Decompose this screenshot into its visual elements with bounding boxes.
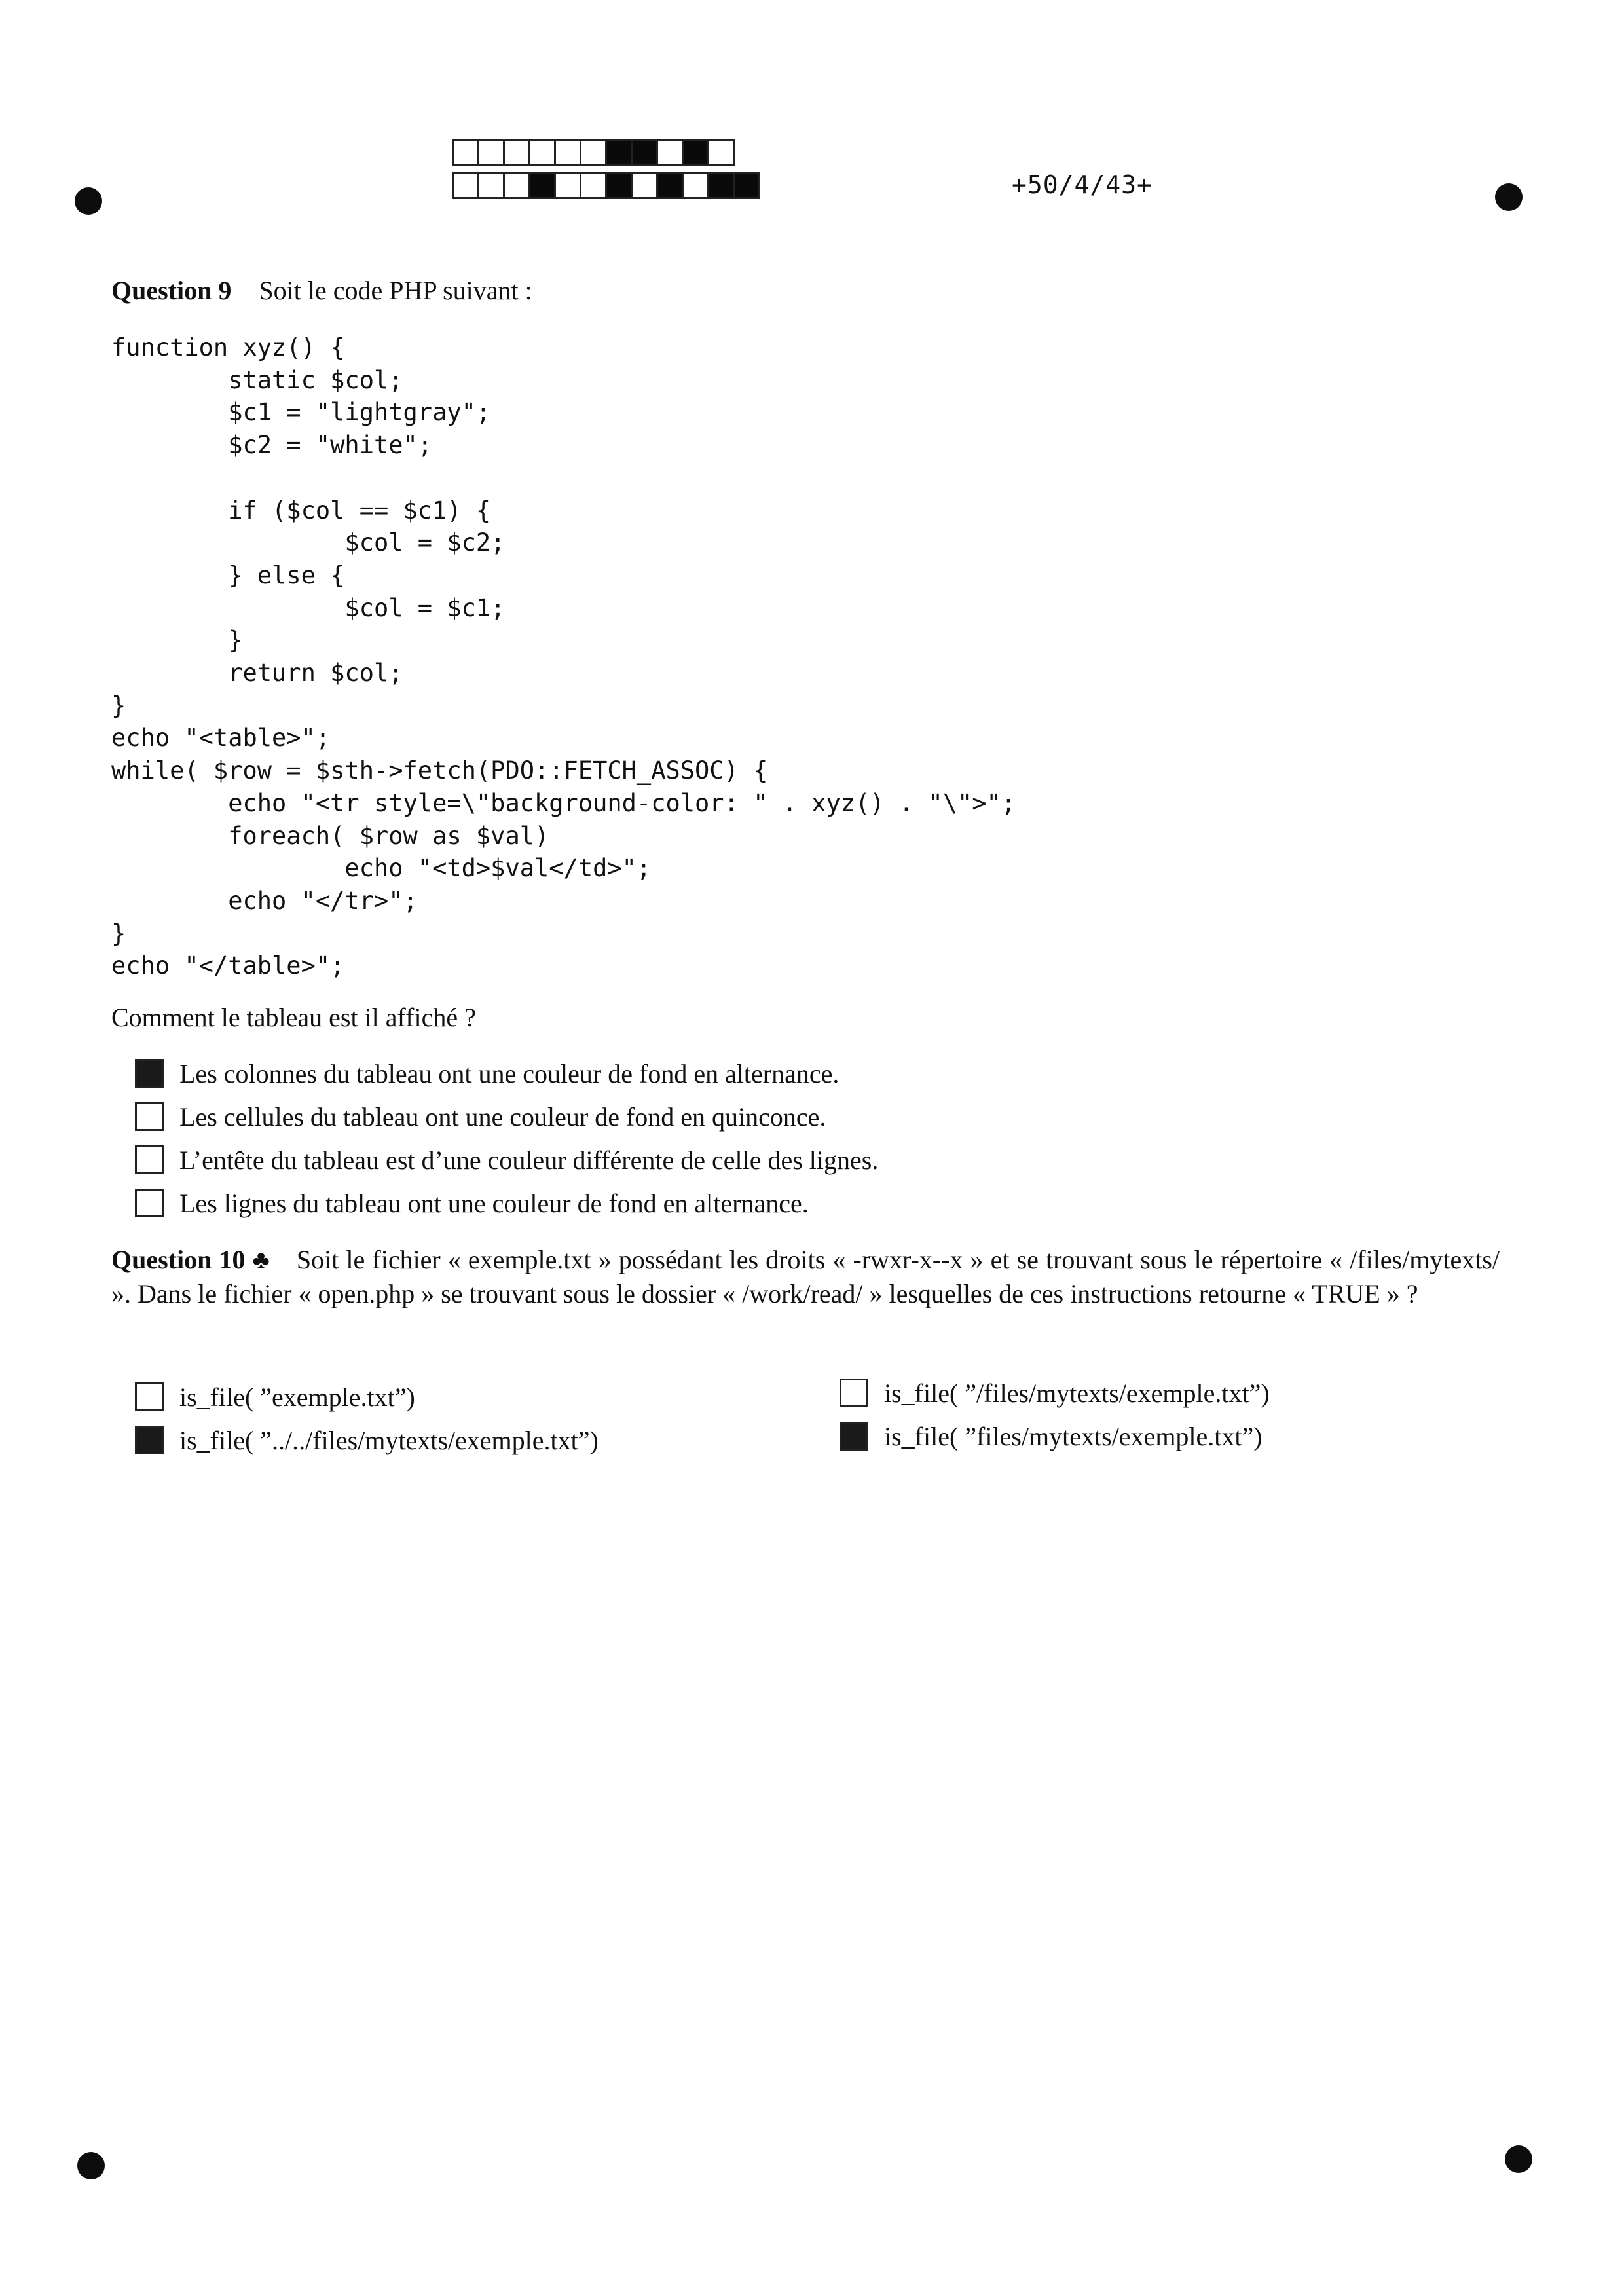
question-10-answers-left: [135, 1375, 599, 1462]
barcode-cell: [605, 139, 633, 166]
answer-option[interactable]: [840, 1371, 1270, 1415]
barcode-cell: [477, 172, 505, 199]
barcode-cell: [605, 172, 633, 199]
barcode-row-2: [452, 172, 758, 196]
answer-label: is_file( ”exemple.txt”): [179, 1382, 415, 1412]
barcode-cell: [503, 172, 530, 199]
barcode-cell: [452, 139, 479, 166]
barcode-cell: [554, 172, 581, 199]
barcode-cell: [477, 139, 505, 166]
corner-registration-mark-top-right: [1495, 183, 1522, 211]
barcode-cell: [528, 172, 556, 199]
question-9-label: Question 9: [111, 276, 232, 305]
barcode-row-1: [452, 139, 733, 164]
answer-checkbox[interactable]: [135, 1102, 164, 1131]
answer-label: L’entête du tableau est d’une couleur différente de celle des lignes.: [179, 1145, 879, 1175]
corner-registration-mark-bottom-right: [1505, 2145, 1532, 2173]
answer-option[interactable]: [840, 1415, 1270, 1458]
barcode-cell: [580, 139, 607, 166]
page-id-code: +50/4/43+: [1012, 170, 1153, 199]
question-9-header: [111, 275, 532, 306]
question-10-statement: Soit le fichier « exemple.txt » possédant les droits « -rwxr-x--x » et se trouvant sous le répertoire « /files/mytexts/ ». Dans le fichier « open.php » se trouvant sous le dossier « /work/read/ » lesquelles de ces instructions retourne « TRUE » ?: [111, 1245, 1500, 1308]
answer-checkbox[interactable]: [135, 1382, 164, 1411]
barcode-cell: [682, 172, 709, 199]
barcode-cell: [682, 139, 709, 166]
corner-registration-mark-top-left: [75, 187, 102, 215]
answer-option[interactable]: [135, 1418, 599, 1462]
barcode-cell: [631, 139, 658, 166]
answer-label: Les cellules du tableau ont une couleur de fond en quinconce.: [179, 1102, 826, 1132]
question-10-answers-right: [840, 1371, 1270, 1458]
answer-label: Les lignes du tableau ont une couleur de fond en alternance.: [179, 1188, 809, 1218]
barcode-cell: [554, 139, 581, 166]
barcode-cell: [656, 139, 684, 166]
question-9-answers: [135, 1052, 878, 1225]
answer-option[interactable]: [135, 1052, 878, 1095]
corner-registration-mark-bottom-left: [77, 2152, 105, 2179]
barcode-cell: [580, 172, 607, 199]
answer-checkbox[interactable]: [840, 1422, 868, 1451]
answer-checkbox[interactable]: [135, 1189, 164, 1217]
answer-checkbox[interactable]: [840, 1379, 868, 1407]
question-9-intro: Soit le code PHP suivant :: [259, 276, 532, 305]
barcode-cell: [707, 139, 735, 166]
answer-option[interactable]: [135, 1181, 878, 1225]
php-code-block: function xyz() { static $col; $c1 = "lightgray"; $c2 = "white"; if ($col == $c1) { $col = $c2; } else { $col = $c1; } return $col; } echo "<table>"; while( $row = $sth->fetch(PDO::FETCH_ASSOC) { echo "<tr style=\"background-color: " . xyz() . "\">"; foreach( $row as $val) echo "<td>$val</td>"; echo "</tr>"; } echo "</table>";: [111, 333, 1016, 980]
answer-label: is_file( ”../../files/mytexts/exemple.txt”): [179, 1425, 599, 1455]
barcode-cell: [631, 172, 658, 199]
question-10-label: Question 10: [111, 1245, 246, 1274]
answer-checkbox[interactable]: [135, 1059, 164, 1088]
answer-label: Les colonnes du tableau ont une couleur de fond en alternance.: [179, 1058, 840, 1088]
barcode-cell: [707, 172, 735, 199]
answer-option[interactable]: [135, 1375, 599, 1418]
answer-checkbox[interactable]: [135, 1426, 164, 1454]
barcode-cell: [452, 172, 479, 199]
answer-label: is_file( ”/files/mytexts/exemple.txt”): [884, 1378, 1270, 1408]
question-9-prompt: Comment le tableau est il affiché ?: [111, 1003, 476, 1032]
answer-option[interactable]: [135, 1095, 878, 1138]
barcode-cell: [733, 172, 760, 199]
barcode-cell: [656, 172, 684, 199]
question-10-text-block: [111, 1243, 1500, 1311]
answer-checkbox[interactable]: [135, 1145, 164, 1174]
barcode-cell: [528, 139, 556, 166]
answer-option[interactable]: [135, 1138, 878, 1181]
barcode-cell: [503, 139, 530, 166]
answer-label: is_file( ”files/mytexts/exemple.txt”): [884, 1421, 1263, 1451]
club-icon: ♣: [251, 1245, 270, 1274]
